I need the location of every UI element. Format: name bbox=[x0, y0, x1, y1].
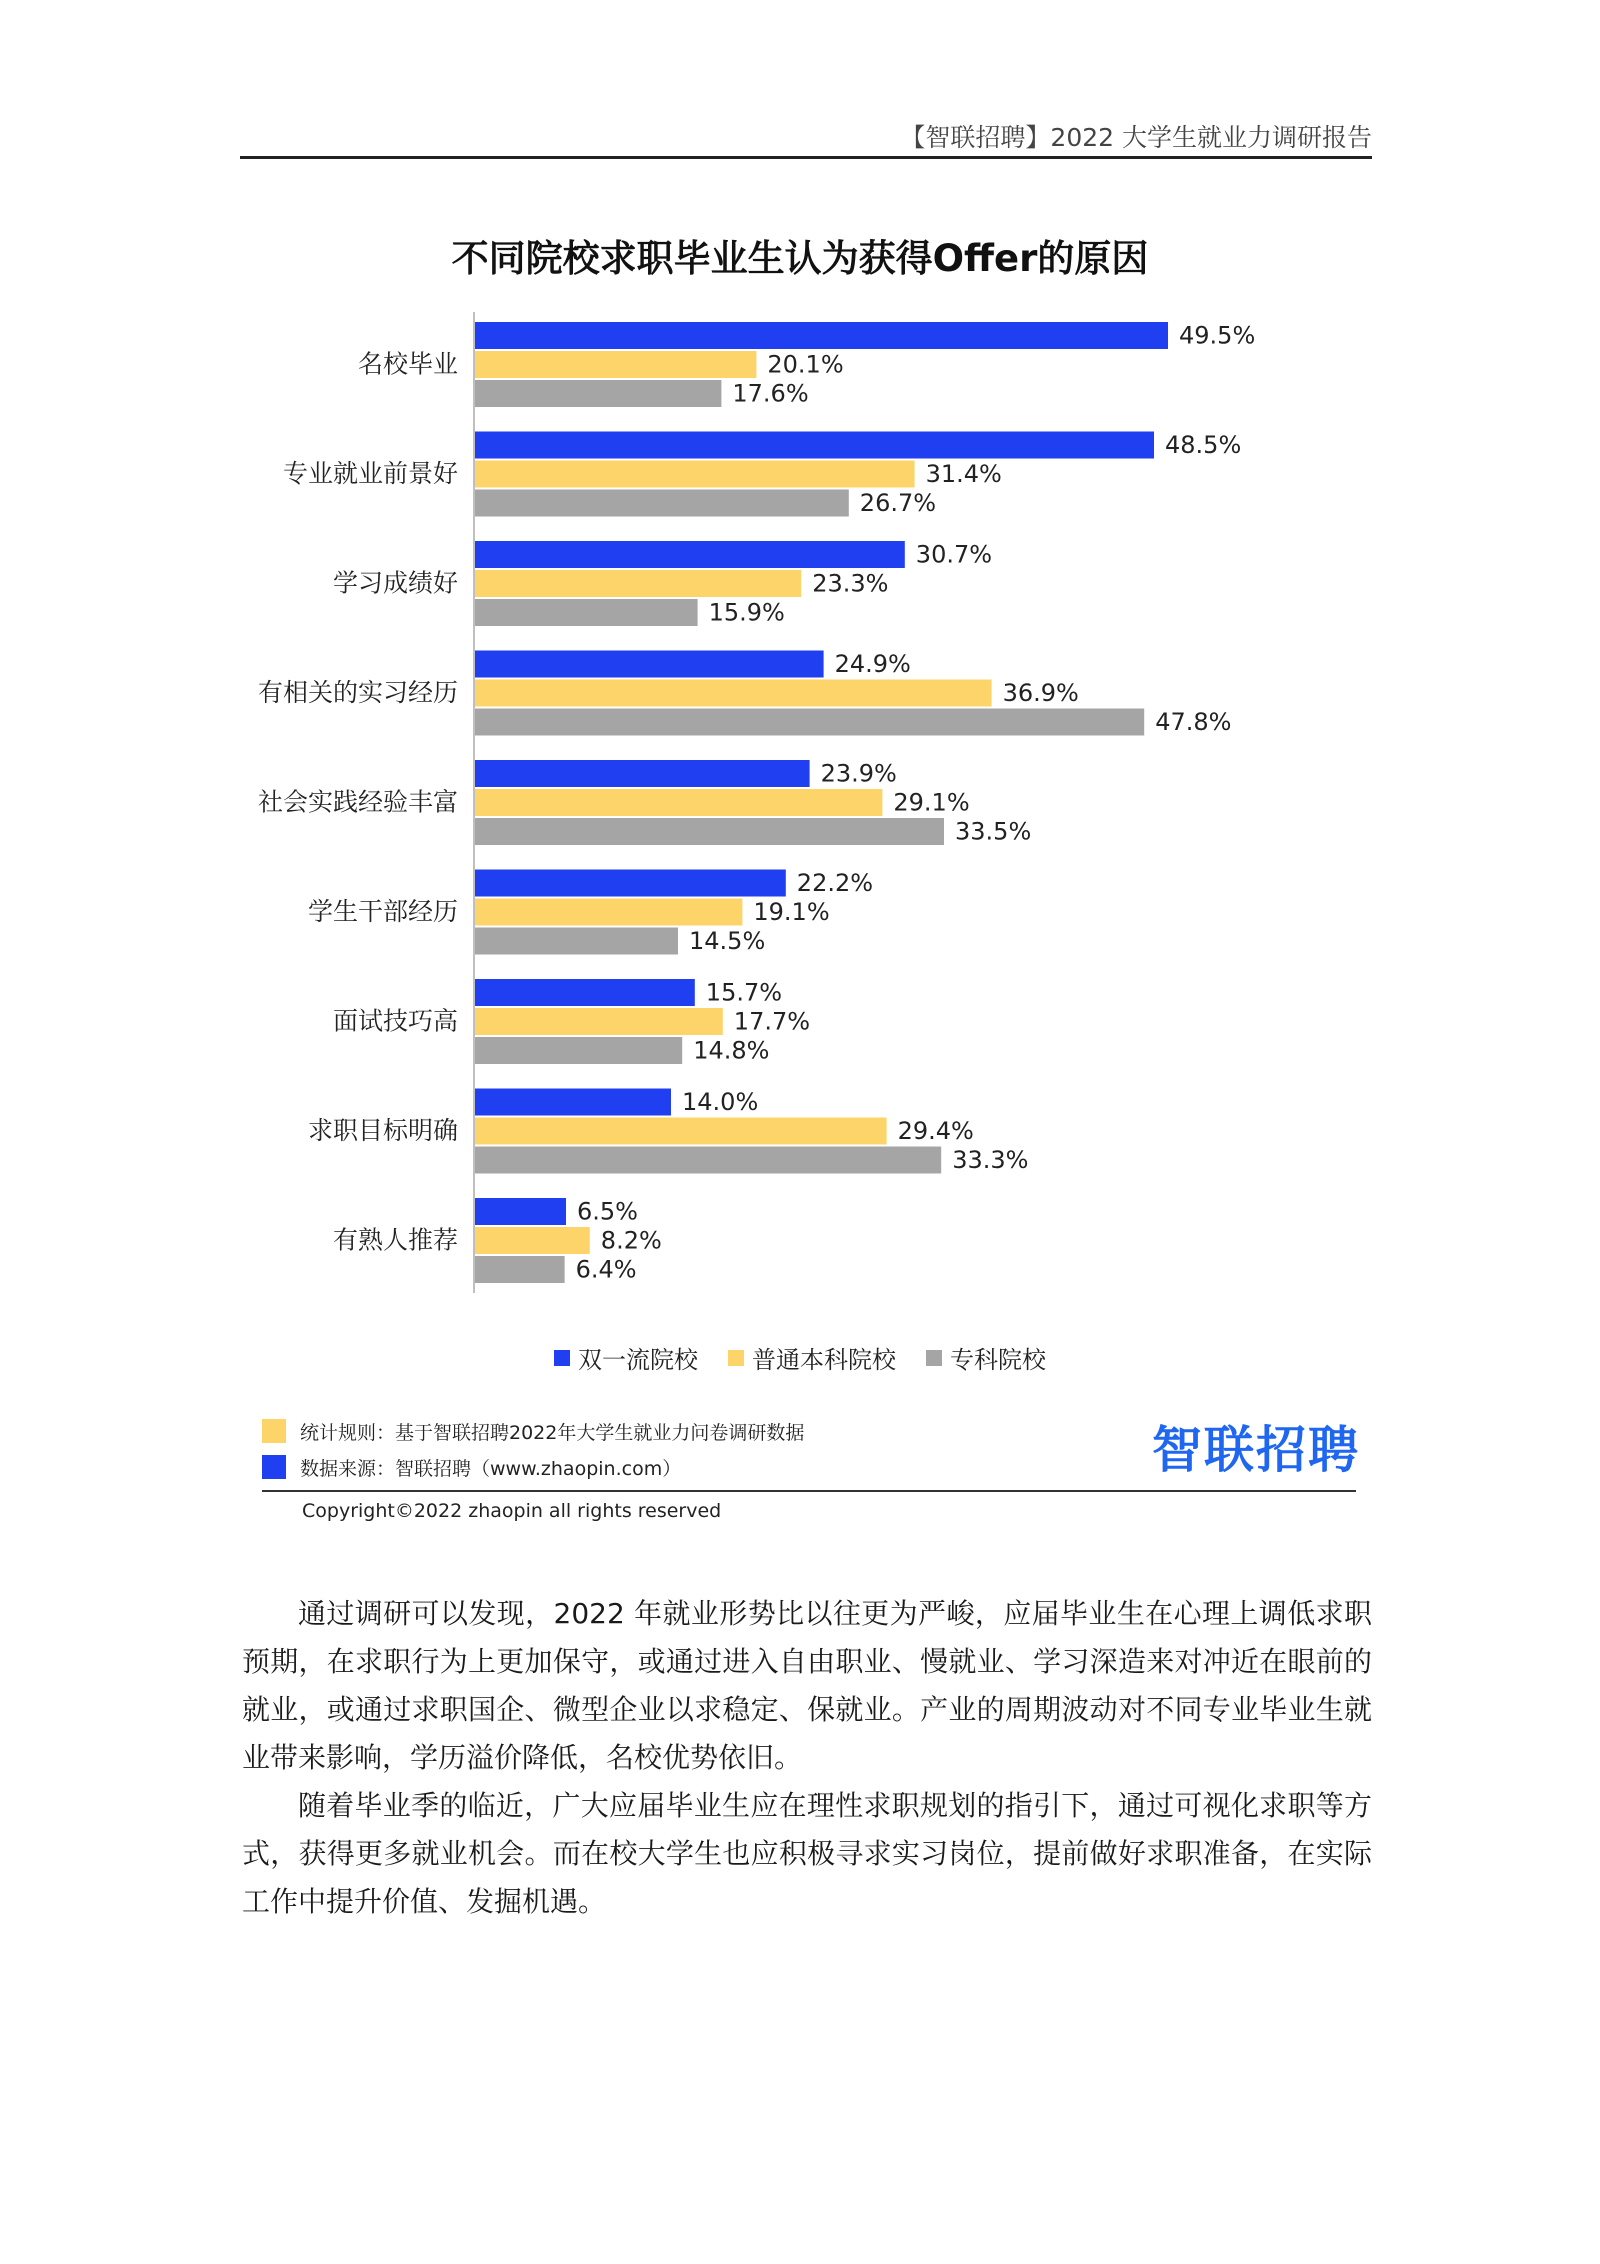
category-label: 专业就业前景好 bbox=[282, 459, 458, 488]
legend-swatch bbox=[926, 1350, 942, 1366]
data-label: 24.9% bbox=[834, 650, 911, 678]
data-source-row bbox=[262, 1449, 804, 1485]
category-label: 社会实践经验丰富 bbox=[257, 787, 458, 817]
data-label: 26.7% bbox=[859, 489, 937, 517]
bar bbox=[475, 461, 915, 488]
bar bbox=[475, 1256, 565, 1283]
data-label: 23.3% bbox=[812, 569, 889, 598]
chart-legend bbox=[0, 1340, 1600, 1375]
bar bbox=[475, 709, 1144, 736]
legend-item-vocational bbox=[926, 1340, 1046, 1375]
bar bbox=[475, 570, 801, 597]
bar bbox=[475, 899, 742, 926]
data-label: 33.3% bbox=[952, 1146, 1029, 1174]
copyright-text: Copyright©2022 zhaopin all rights reserved bbox=[302, 1500, 722, 1522]
bar bbox=[475, 1227, 590, 1254]
bar bbox=[475, 490, 849, 517]
data-label: 14.5% bbox=[689, 927, 766, 955]
bar bbox=[475, 432, 1154, 459]
data-label: 20.1% bbox=[767, 350, 844, 379]
bar bbox=[475, 599, 698, 626]
bar bbox=[475, 818, 944, 845]
body-paragraph-2: 随着毕业季的临近，广大应届毕业生应在理性求职规划的指引下，通过可视化求职等方式，获得更多就业机会。而在校大学生也应积极寻求实习岗位，提前做好求职准备，在实际工作中提升价值、发掘机遇。 bbox=[242, 1789, 1372, 1918]
category-label: 有相关的实习经历 bbox=[257, 678, 458, 707]
header-divider bbox=[240, 156, 1372, 159]
data-source-text: 数据来源：智联招聘（www.zhaopin.com） bbox=[300, 1457, 682, 1480]
data-label: 15.7% bbox=[705, 978, 783, 1007]
data-label: 6.5% bbox=[577, 1197, 638, 1226]
bar bbox=[475, 789, 882, 816]
rule-swatch bbox=[262, 1419, 286, 1443]
data-label: 15.9% bbox=[708, 598, 785, 627]
bar bbox=[475, 760, 810, 787]
bar bbox=[475, 380, 721, 407]
bar bbox=[475, 870, 786, 897]
data-label: 47.8% bbox=[1155, 708, 1232, 736]
data-label: 6.4% bbox=[575, 1255, 637, 1284]
source-swatch bbox=[262, 1455, 286, 1479]
bar bbox=[475, 680, 992, 707]
legend-swatch bbox=[554, 1350, 570, 1366]
data-label: 30.7% bbox=[915, 540, 993, 569]
data-label: 33.5% bbox=[955, 817, 1032, 846]
source-divider bbox=[262, 1490, 1356, 1492]
legend-label: 普通本科院校 bbox=[752, 1346, 896, 1374]
bar bbox=[475, 928, 678, 955]
stat-rule-text: 统计规则：基于智联招聘2022年大学生就业力问卷调研数据 bbox=[300, 1421, 805, 1444]
data-label: 23.9% bbox=[820, 759, 897, 788]
category-label: 学习成绩好 bbox=[332, 568, 458, 598]
legend-swatch bbox=[728, 1350, 744, 1366]
bar bbox=[475, 541, 905, 568]
stat-rule-row bbox=[262, 1413, 804, 1449]
category-label: 面试技巧高 bbox=[332, 1006, 458, 1036]
bar bbox=[475, 1118, 887, 1145]
bar bbox=[475, 1037, 682, 1064]
zhaopin-logo: 智联招聘 bbox=[1152, 1421, 1360, 1479]
source-notes bbox=[262, 1413, 804, 1485]
body-paragraph-1: 通过调研可以发现，2022 年就业形势比以往更为严峻，应届毕业生在心理上调低求职预期，在求职行为上更加保守，或通过进入自由职业、慢就业、学习深造来对冲近在眼前的就业，或通过求职国企、微型企业以求稳定、保就业。产业的周期波动对不同专业毕业生就业带来影响，学历溢价降低，名校优势依旧。 bbox=[242, 1597, 1372, 1774]
report-header-title: 【智联招聘】2022 大学生就业力调研报告 bbox=[900, 123, 1372, 152]
bar bbox=[475, 351, 756, 378]
data-label: 36.9% bbox=[1002, 679, 1079, 707]
legend-label: 专科院校 bbox=[950, 1346, 1046, 1374]
bar bbox=[475, 1089, 671, 1116]
data-label: 49.5% bbox=[1179, 321, 1256, 350]
bar-chart bbox=[0, 300, 1600, 1320]
data-label: 14.8% bbox=[693, 1036, 770, 1065]
data-label: 17.7% bbox=[733, 1007, 811, 1036]
bar bbox=[475, 1198, 566, 1225]
body-text bbox=[242, 1590, 1372, 1926]
bar bbox=[475, 322, 1168, 349]
chart-title: 不同院校求职毕业生认为获得Offer的原因 bbox=[451, 237, 1149, 280]
bar bbox=[475, 651, 824, 678]
data-label: 19.1% bbox=[753, 898, 830, 926]
data-label: 29.1% bbox=[893, 788, 970, 817]
legend-label: 双一流院校 bbox=[578, 1346, 698, 1374]
data-label: 22.2% bbox=[796, 869, 874, 897]
legend-item-regular-undergrad bbox=[728, 1340, 896, 1375]
bar bbox=[475, 1147, 941, 1174]
category-label: 求职目标明确 bbox=[307, 1116, 458, 1145]
data-label: 14.0% bbox=[682, 1088, 759, 1116]
data-label: 17.6% bbox=[732, 379, 809, 408]
bar bbox=[475, 979, 695, 1006]
category-label: 名校毕业 bbox=[357, 349, 458, 379]
data-label: 31.4% bbox=[925, 460, 1002, 488]
data-label: 29.4% bbox=[897, 1117, 974, 1145]
data-label: 48.5% bbox=[1165, 431, 1242, 459]
data-label: 8.2% bbox=[600, 1226, 662, 1255]
bar bbox=[475, 1008, 723, 1035]
legend-item-double-first-class bbox=[554, 1340, 698, 1375]
category-label: 学生干部经历 bbox=[307, 897, 458, 926]
category-label: 有熟人推荐 bbox=[332, 1225, 458, 1255]
